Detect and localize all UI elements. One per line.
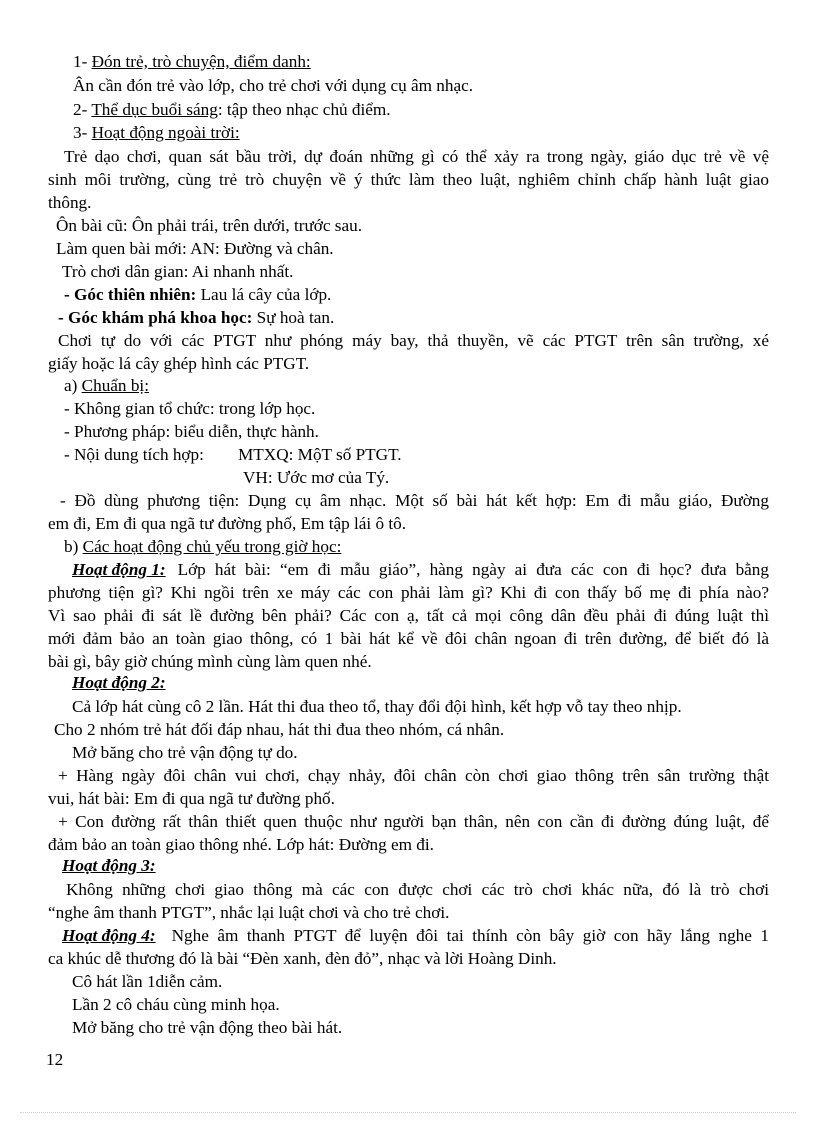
nature-corner <box>64 284 331 306</box>
prep-label: a) <box>64 376 82 395</box>
prep-integrate-2: VH: Ước mơ của Tý. <box>243 468 390 487</box>
free-play-line: giấy hoặc lá cây ghép hình các PTGT. <box>48 354 310 373</box>
activity-3-heading-text: Hoạt động 3: <box>62 856 156 875</box>
free-play-line: Chơi tự do với các PTGT như phóng máy bay, thả thuyền, vẽ các PTGT trên sân trường, xé <box>58 331 769 350</box>
section-1-number: 1- <box>73 52 92 71</box>
activity-1-line: Lớp hát bài: “em đi mẫu giáo”, hàng ngày ai đưa các con đi học? đưa bằng <box>177 560 769 579</box>
activity-1-line: Vì sao phải đi sát lề đường bên phải? Các con ạ, tất cả mọi công dân đều phải đi đúng luật thì <box>48 606 769 625</box>
activity-1-line: bài gì, bây giờ chúng mình cùng làm quen nhé. <box>48 652 372 671</box>
activities-heading <box>64 536 341 558</box>
prep-integrate-1: MTXQ: MộT số PTGT. <box>238 445 402 464</box>
activity-1-line: phương tiện gì? Khi ngồi trên xe máy các con phải làm gì? Khi đi con thấy bố mẹ đi phía nào? <box>48 583 769 602</box>
nature-corner-label: - Góc thiên nhiên: <box>64 285 197 304</box>
review-lesson: Ôn bài cũ: Ôn phải trái, trên dưới, trước sau. <box>56 216 363 235</box>
activity-4-line: Nghe âm thanh PTGT để luyện đôi tai thính còn bây giờ con hãy lắng nghe 1 <box>171 926 769 945</box>
section-2-heading <box>73 99 391 121</box>
section-2-text: : tập theo nhạc chủ điểm. <box>217 100 391 119</box>
prep-title: Chuẩn bị: <box>81 376 149 395</box>
section-1-title: Đón trẻ, trò chuyện, điểm danh: <box>91 52 311 71</box>
science-corner-label: - Góc khám phá khoa học: <box>58 308 253 327</box>
section-1-text: Ân cần đón trẻ vào lớp, cho trẻ chơi với dụng cụ âm nhạc. <box>73 76 474 95</box>
science-corner <box>58 307 334 329</box>
folk-game: Trò chơi dân gian: Ai nhanh nhất. <box>62 262 294 281</box>
footer-divider <box>20 1112 796 1113</box>
section-1-heading <box>73 51 311 73</box>
activity-2-line: + Con đường rất thân thiết quen thuộc như người bạn thân, nên con cần đi đường đúng luật, để <box>58 812 769 831</box>
activity-2-line: Cả lớp hát cùng cô 2 lần. Hát thi đua theo tổ, thay đổi đội hình, kết hợp vỗ tay theo nhịp. <box>72 697 682 716</box>
activity-2-line: Mở băng cho trẻ vận động tự do. <box>72 743 298 762</box>
activity-4-line: Mở băng cho trẻ vận động theo bài hát. <box>72 1018 343 1037</box>
section-3-heading <box>73 122 240 144</box>
section-3-number: 3- <box>73 123 92 142</box>
activities-label: b) <box>64 537 83 556</box>
prep-materials-line: - Đồ dùng phương tiện: Dụng cụ âm nhạc. Một số bài hát kết hợp: Em đi mẫu giáo, Đường <box>60 491 769 510</box>
activities-title: Các hoạt động chủ yếu trong giờ học: <box>82 537 342 556</box>
activity-2-line: vui, hát bài: Em đi qua ngã tư đường phố. <box>48 789 335 808</box>
prep-space: - Không gian tổ chức: trong lớp học. <box>64 399 316 418</box>
prep-method: - Phương pháp: biểu diễn, thực hành. <box>64 422 319 441</box>
activity-4-first-line <box>62 925 769 947</box>
activity-4-line: Lần 2 cô cháu cùng minh họa. <box>72 995 280 1014</box>
prep-heading <box>64 375 149 397</box>
outdoor-paragraph-line: Trẻ dạo chơi, quan sát bầu trời, dự đoán những gì có thể xảy ra trong ngày, giáo dục trẻ về vệ <box>64 147 769 166</box>
activity-1-first-line <box>72 559 769 581</box>
science-corner-text: Sự hoà tan. <box>252 308 335 327</box>
outdoor-paragraph-line: thông. <box>48 193 92 212</box>
activity-1-line: mới đảm bảo an toàn giao thông, có 1 bài hát kể về đôi chân ngoan đi trên đường, để biết đó là <box>48 629 769 648</box>
activity-4-heading: Hoạt động 4: <box>62 926 156 945</box>
activity-4-line: ca khúc dễ thương đó là bài “Đèn xanh, đèn đỏ”, nhạc và lời Hoàng Dinh. <box>48 949 557 968</box>
activity-1-heading: Hoạt động 1: <box>72 560 166 579</box>
activity-4-line: Cô hát lần 1diễn cảm. <box>72 972 223 991</box>
activity-2-line: đảm bảo an toàn giao thông nhé. Lớp hát: Đường em đi. <box>48 835 434 854</box>
section-2-number: 2- <box>73 100 92 119</box>
nature-corner-text: Lau lá cây của lớp. <box>196 285 332 304</box>
activity-2-heading-text: Hoạt động 2: <box>72 673 166 692</box>
activity-3-heading <box>62 855 156 877</box>
prep-integrate-label: - Nội dung tích hợp: <box>64 445 204 464</box>
activity-3-line: “nghe âm thanh PTGT”, nhắc lại luật chơi và cho trẻ chơi. <box>48 903 450 922</box>
page-number: 12 <box>46 1050 64 1069</box>
activity-2-line: + Hàng ngày đôi chân vui chơi, chạy nhảy, đôi chân còn chơi giao thông trên sân trường thật <box>58 766 769 785</box>
prep-materials-line: em đi, Em đi qua ngã tư đường phố, Em tập lái ô tô. <box>48 514 407 533</box>
new-lesson: Làm quen bài mới: AN: Đường và chân. <box>56 239 334 258</box>
section-3-title: Hoạt động ngoài trời: <box>91 123 240 142</box>
activity-3-line: Không những chơi giao thông mà các con được chơi các trò chơi khác nữa, đó là trò chơi <box>66 880 769 899</box>
outdoor-paragraph-line: sinh môi trường, cùng trẻ trò chuyện về ý thức làm theo luật, nghiêm chỉnh chấp hành luật giao <box>48 170 769 189</box>
section-2-title: Thể dục buổi sáng <box>91 100 218 119</box>
activity-2-heading <box>72 672 166 694</box>
activity-2-line: Cho 2 nhóm trẻ hát đối đáp nhau, hát thi đua theo nhóm, cá nhân. <box>54 720 505 739</box>
